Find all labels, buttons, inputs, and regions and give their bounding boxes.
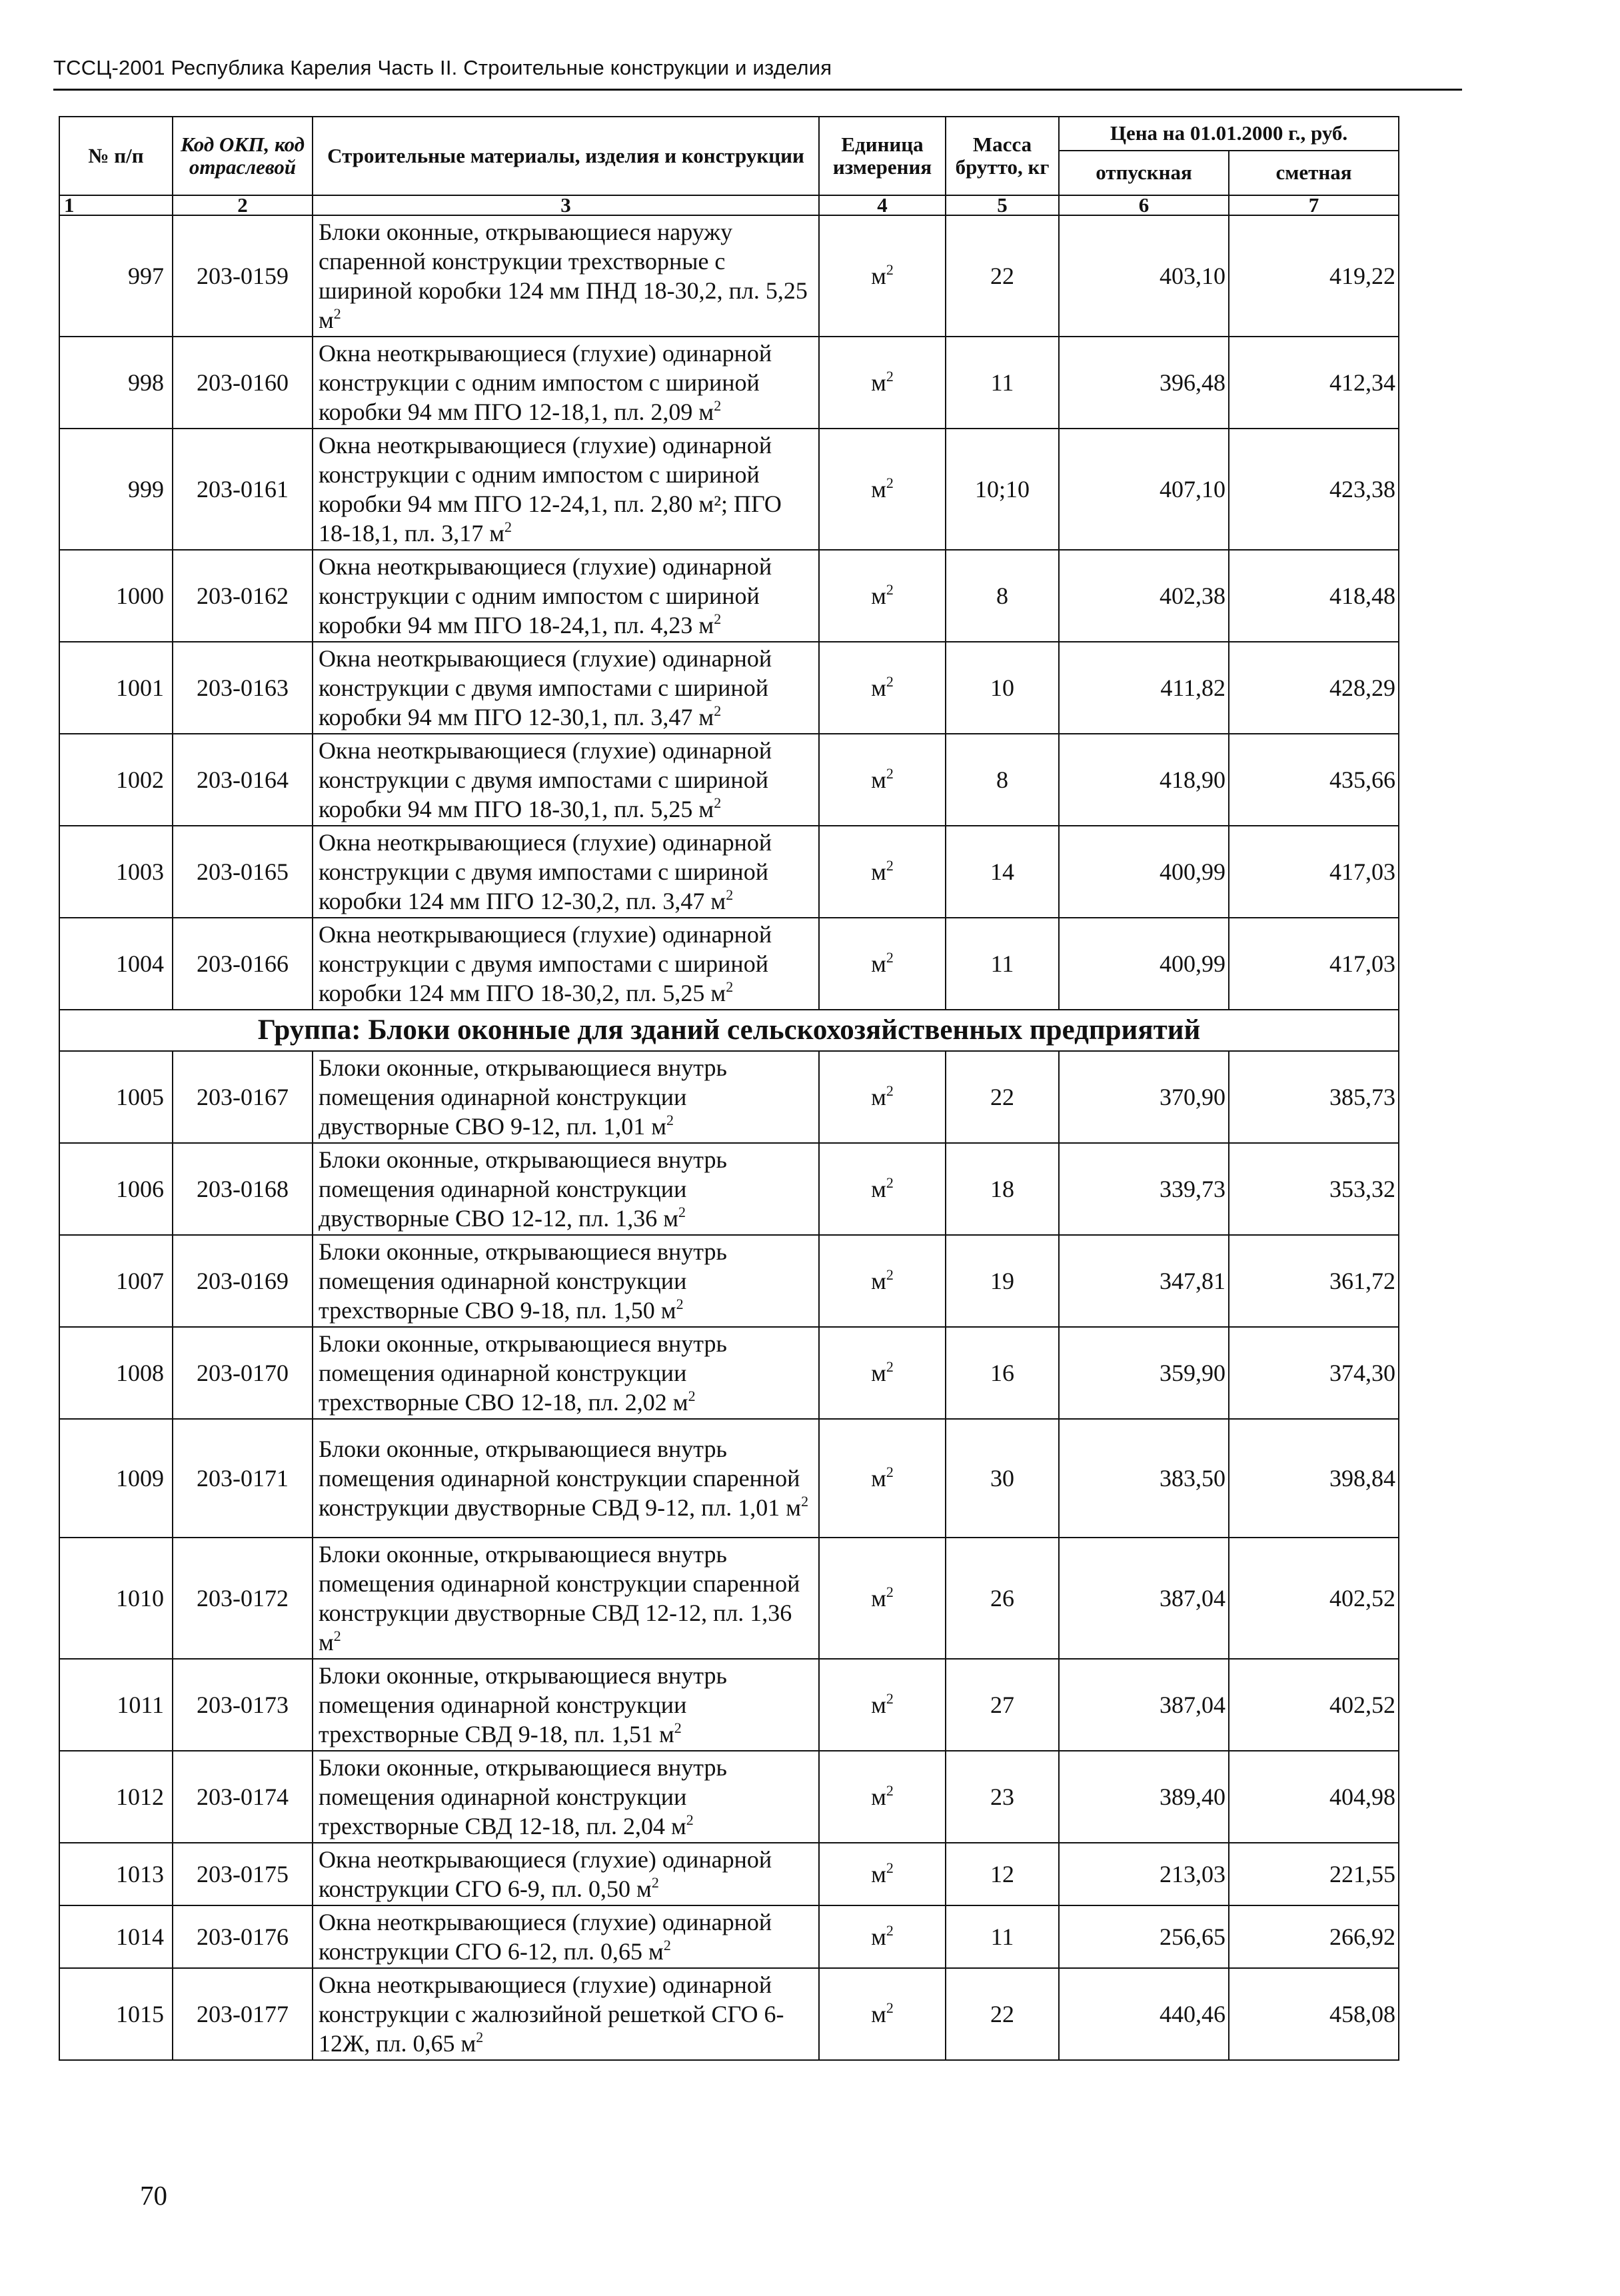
price-release: 383,50 xyxy=(1059,1419,1229,1538)
unit-of-measure xyxy=(819,734,946,826)
unit-base: м xyxy=(871,858,886,885)
description-superscript: 2 xyxy=(663,1937,671,1953)
unit-of-measure xyxy=(819,642,946,734)
gross-mass: 14 xyxy=(946,826,1059,918)
material-description xyxy=(313,550,819,642)
gross-mass: 11 xyxy=(946,1905,1059,1968)
gross-mass: 8 xyxy=(946,734,1059,826)
description-superscript: 2 xyxy=(676,1296,684,1312)
group-title: Группа: Блоки оконные для зданий сельскохозяйственных предприятий xyxy=(59,1010,1399,1051)
header-cell-price-release: отпускная xyxy=(1059,151,1229,195)
table-header-row xyxy=(59,117,1399,151)
unit-exponent: 2 xyxy=(886,1082,894,1099)
table-row xyxy=(59,1968,1399,2060)
gross-mass: 22 xyxy=(946,215,1059,337)
description-text: Блоки оконные, открывающиеся внутрь помещения одинарной конструкции трехстворные СВД 12-18, пл. 2,04 м xyxy=(319,1754,727,1839)
unit-of-measure xyxy=(819,1235,946,1327)
gross-mass: 22 xyxy=(946,1968,1059,2060)
row-number: 1012 xyxy=(59,1751,173,1843)
description-text: Окна неоткрывающиеся (глухие) одинарной конструкции с двумя импостами с шириной коробки 94 мм ПГО 18-30,1, пл. 5,25 м xyxy=(319,737,772,822)
table-row xyxy=(59,1143,1399,1235)
unit-of-measure xyxy=(819,1419,946,1538)
material-description xyxy=(313,1751,819,1843)
price-estimate: 418,48 xyxy=(1229,550,1399,642)
description-superscript: 2 xyxy=(801,1493,809,1510)
material-description xyxy=(313,1538,819,1659)
material-description xyxy=(313,215,819,337)
column-number-cell: 5 xyxy=(946,195,1059,215)
description-superscript: 2 xyxy=(714,702,722,719)
rows-after-group xyxy=(59,1051,1399,2060)
unit-of-measure xyxy=(819,1327,946,1419)
okp-code: 203-0159 xyxy=(173,215,313,337)
description-text: Окна неоткрывающиеся (глухие) одинарной конструкции с одним импостом с шириной коробки 94 мм ПГО 18-24,1, пл. 4,23 м xyxy=(319,553,772,638)
price-estimate: 417,03 xyxy=(1229,826,1399,918)
description-superscript: 2 xyxy=(651,1874,659,1891)
price-release: 396,48 xyxy=(1059,337,1229,429)
unit-exponent: 2 xyxy=(886,1584,894,1600)
material-description xyxy=(313,1235,819,1327)
description-superscript: 2 xyxy=(714,610,722,627)
okp-code: 203-0175 xyxy=(173,1843,313,1905)
unit-base: м xyxy=(871,1783,886,1810)
description-text: Блоки оконные, открывающиеся внутрь помещения одинарной конструкции спаренной конструкции двустворные СВД 12-12, пл. 1,36 м xyxy=(319,1541,800,1656)
unit-base: м xyxy=(871,1176,886,1202)
unit-base: м xyxy=(871,369,886,396)
rows-before-group xyxy=(59,215,1399,1010)
okp-code: 203-0170 xyxy=(173,1327,313,1419)
row-number: 1006 xyxy=(59,1143,173,1235)
unit-base: м xyxy=(871,674,886,701)
unit-exponent: 2 xyxy=(886,1690,894,1707)
okp-code: 203-0163 xyxy=(173,642,313,734)
okp-code: 203-0172 xyxy=(173,1538,313,1659)
row-number: 1008 xyxy=(59,1327,173,1419)
okp-code: 203-0177 xyxy=(173,1968,313,2060)
unit-exponent: 2 xyxy=(886,1358,894,1375)
unit-of-measure xyxy=(819,1968,946,2060)
table-row xyxy=(59,429,1399,550)
column-number-cell: 6 xyxy=(1059,195,1229,215)
row-number: 999 xyxy=(59,429,173,550)
unit-of-measure xyxy=(819,1751,946,1843)
price-estimate: 353,32 xyxy=(1229,1143,1399,1235)
price-estimate: 374,30 xyxy=(1229,1327,1399,1419)
unit-of-measure xyxy=(819,1051,946,1143)
unit-of-measure xyxy=(819,1659,946,1751)
description-text: Окна неоткрывающиеся (глухие) одинарной конструкции СГО 6-9, пл. 0,50 м xyxy=(319,1846,772,1902)
price-table xyxy=(59,116,1399,2061)
unit-base: м xyxy=(871,1585,886,1612)
price-estimate: 266,92 xyxy=(1229,1905,1399,1968)
description-text: Окна неоткрывающиеся (глухие) одинарной конструкции СГО 6-12, пл. 0,65 м xyxy=(319,1909,772,1965)
material-description xyxy=(313,1143,819,1235)
unit-exponent: 2 xyxy=(886,368,894,385)
unit-of-measure xyxy=(819,1143,946,1235)
description-superscript: 2 xyxy=(714,397,722,414)
row-number: 998 xyxy=(59,337,173,429)
price-estimate: 412,34 xyxy=(1229,337,1399,429)
column-number-cell: 3 xyxy=(313,195,819,215)
description-superscript: 2 xyxy=(333,305,341,322)
gross-mass: 19 xyxy=(946,1235,1059,1327)
unit-base: м xyxy=(871,1465,886,1492)
unit-base: м xyxy=(871,476,886,503)
price-release: 387,04 xyxy=(1059,1659,1229,1751)
gross-mass: 16 xyxy=(946,1327,1059,1419)
unit-exponent: 2 xyxy=(886,949,894,966)
material-description xyxy=(313,826,819,918)
row-number: 1014 xyxy=(59,1905,173,1968)
header-cell-price-estimate: сметная xyxy=(1229,151,1399,195)
okp-code: 203-0168 xyxy=(173,1143,313,1235)
description-superscript: 2 xyxy=(686,1811,694,1828)
description-text: Блоки оконные, открывающиеся наружу спаренной конструкции трехстворные с шириной коробки 124 мм ПНД 18-30,2, пл. 5,25 м xyxy=(319,219,808,333)
price-estimate: 423,38 xyxy=(1229,429,1399,550)
table-row xyxy=(59,215,1399,337)
header-cell-mass: Масса брутто, кг xyxy=(946,117,1059,195)
table-row xyxy=(59,550,1399,642)
row-number: 1011 xyxy=(59,1659,173,1751)
unit-base: м xyxy=(871,263,886,289)
row-number: 1009 xyxy=(59,1419,173,1538)
description-superscript: 2 xyxy=(333,1628,341,1644)
row-number: 1002 xyxy=(59,734,173,826)
description-superscript: 2 xyxy=(688,1388,696,1404)
price-release: 440,46 xyxy=(1059,1968,1229,2060)
page-number: 70 xyxy=(140,2180,167,2211)
group-row xyxy=(59,1010,1399,1051)
gross-mass: 18 xyxy=(946,1143,1059,1235)
row-number: 1003 xyxy=(59,826,173,918)
header-cell-unit: Единица измерения xyxy=(819,117,946,195)
okp-code: 203-0166 xyxy=(173,918,313,1010)
unit-of-measure xyxy=(819,1843,946,1905)
unit-of-measure xyxy=(819,918,946,1010)
table-row xyxy=(59,642,1399,734)
price-release: 387,04 xyxy=(1059,1538,1229,1659)
unit-base: м xyxy=(871,950,886,977)
column-number-row xyxy=(59,195,1399,215)
column-number-cell: 2 xyxy=(173,195,313,215)
price-estimate: 428,29 xyxy=(1229,642,1399,734)
table-row xyxy=(59,337,1399,429)
price-release: 418,90 xyxy=(1059,734,1229,826)
material-description xyxy=(313,1968,819,2060)
header-cell-number: № п/п xyxy=(59,117,173,195)
gross-mass: 10 xyxy=(946,642,1059,734)
unit-exponent: 2 xyxy=(886,1174,894,1191)
unit-of-measure xyxy=(819,1905,946,1968)
price-release: 370,90 xyxy=(1059,1051,1229,1143)
material-description xyxy=(313,1327,819,1419)
description-superscript: 2 xyxy=(666,1112,674,1128)
okp-code: 203-0169 xyxy=(173,1235,313,1327)
description-text: Блоки оконные, открывающиеся внутрь помещения одинарной конструкции трехстворные СВД 9-18, пл. 1,51 м xyxy=(319,1662,727,1747)
header-divider xyxy=(53,89,1462,91)
price-release: 400,99 xyxy=(1059,918,1229,1010)
description-text: Блоки оконные, открывающиеся внутрь помещения одинарной конструкции трехстворные СВО 12-18, пл. 2,02 м xyxy=(319,1330,727,1416)
price-estimate: 385,73 xyxy=(1229,1051,1399,1143)
unit-exponent: 2 xyxy=(886,1999,894,2016)
unit-base: м xyxy=(871,1360,886,1386)
unit-base: м xyxy=(871,582,886,609)
okp-code: 203-0164 xyxy=(173,734,313,826)
unit-of-measure xyxy=(819,1538,946,1659)
material-description xyxy=(313,1051,819,1143)
price-release: 256,65 xyxy=(1059,1905,1229,1968)
description-text: Окна неоткрывающиеся (глухие) одинарной конструкции с двумя импостами с шириной коробки 124 мм ПГО 18-30,2, пл. 5,25 м xyxy=(319,921,772,1006)
okp-code: 203-0171 xyxy=(173,1419,313,1538)
column-number-cell: 4 xyxy=(819,195,946,215)
unit-of-measure xyxy=(819,826,946,918)
material-description xyxy=(313,1659,819,1751)
table-row xyxy=(59,734,1399,826)
unit-exponent: 2 xyxy=(886,261,894,278)
unit-of-measure xyxy=(819,550,946,642)
unit-base: м xyxy=(871,1084,886,1110)
material-description xyxy=(313,429,819,550)
material-description xyxy=(313,734,819,826)
description-text: Блоки оконные, открывающиеся внутрь помещения одинарной конструкции двустворные СВО 9-12, пл. 1,01 м xyxy=(319,1054,727,1140)
description-superscript: 2 xyxy=(726,886,734,903)
price-estimate: 402,52 xyxy=(1229,1659,1399,1751)
unit-base: м xyxy=(871,1692,886,1718)
row-number: 1005 xyxy=(59,1051,173,1143)
material-description xyxy=(313,918,819,1010)
price-estimate: 404,98 xyxy=(1229,1751,1399,1843)
description-text: Окна неоткрывающиеся (глухие) одинарной конструкции с одним импостом с шириной коробки 94 мм ПГО 12-18,1, пл. 2,09 м xyxy=(319,340,772,425)
gross-mass: 11 xyxy=(946,337,1059,429)
unit-of-measure xyxy=(819,429,946,550)
unit-exponent: 2 xyxy=(886,673,894,690)
table-row xyxy=(59,1419,1399,1538)
price-release: 403,10 xyxy=(1059,215,1229,337)
header-cell-okp-code: Код ОКП, код отраслевой xyxy=(173,117,313,195)
header-cell-price-group: Цена на 01.01.2000 г., руб. xyxy=(1059,117,1399,151)
unit-of-measure xyxy=(819,215,946,337)
price-estimate: 435,66 xyxy=(1229,734,1399,826)
okp-code: 203-0161 xyxy=(173,429,313,550)
price-estimate: 221,55 xyxy=(1229,1843,1399,1905)
unit-exponent: 2 xyxy=(886,1859,894,1876)
unit-exponent: 2 xyxy=(886,581,894,598)
row-number: 1007 xyxy=(59,1235,173,1327)
price-release: 347,81 xyxy=(1059,1235,1229,1327)
gross-mass: 12 xyxy=(946,1843,1059,1905)
unit-of-measure xyxy=(819,337,946,429)
unit-exponent: 2 xyxy=(886,765,894,782)
price-estimate: 458,08 xyxy=(1229,1968,1399,2060)
gross-mass: 30 xyxy=(946,1419,1059,1538)
gross-mass: 8 xyxy=(946,550,1059,642)
okp-code: 203-0165 xyxy=(173,826,313,918)
okp-code: 203-0173 xyxy=(173,1659,313,1751)
header-cell-material: Строительные материалы, изделия и конструкции xyxy=(313,117,819,195)
row-number: 1001 xyxy=(59,642,173,734)
material-description xyxy=(313,337,819,429)
price-release: 359,90 xyxy=(1059,1327,1229,1419)
table-row xyxy=(59,1751,1399,1843)
unit-exponent: 2 xyxy=(886,1464,894,1480)
okp-code: 203-0176 xyxy=(173,1905,313,1968)
description-superscript: 2 xyxy=(674,1720,682,1736)
gross-mass: 23 xyxy=(946,1751,1059,1843)
row-number: 1015 xyxy=(59,1968,173,2060)
unit-exponent: 2 xyxy=(886,1266,894,1283)
description-text: Блоки оконные, открывающиеся внутрь помещения одинарной конструкции спаренной конструкции двустворные СВД 9-12, пл. 1,01 м xyxy=(319,1436,802,1521)
okp-code: 203-0160 xyxy=(173,337,313,429)
unit-exponent: 2 xyxy=(886,1782,894,1799)
description-superscript: 2 xyxy=(476,2029,484,2045)
price-estimate: 361,72 xyxy=(1229,1235,1399,1327)
unit-base: м xyxy=(871,1861,886,1887)
description-superscript: 2 xyxy=(726,978,734,995)
table-row xyxy=(59,826,1399,918)
row-number: 1013 xyxy=(59,1843,173,1905)
description-text: Блоки оконные, открывающиеся внутрь помещения одинарной конструкции трехстворные СВО 9-18, пл. 1,50 м xyxy=(319,1238,727,1324)
price-release: 389,40 xyxy=(1059,1751,1229,1843)
running-header: ТССЦ-2001 Республика Карелия Часть II. Строительные конструкции и изделия xyxy=(53,56,832,79)
price-estimate: 417,03 xyxy=(1229,918,1399,1010)
description-text: Окна неоткрывающиеся (глухие) одинарной конструкции с жалюзийной решеткой СГО 6-12Ж, пл. 0,65 м xyxy=(319,1971,784,2057)
description-superscript: 2 xyxy=(714,794,722,811)
row-number: 997 xyxy=(59,215,173,337)
unit-base: м xyxy=(871,1923,886,1950)
table-row xyxy=(59,1235,1399,1327)
okp-code: 203-0174 xyxy=(173,1751,313,1843)
unit-exponent: 2 xyxy=(886,857,894,874)
unit-exponent: 2 xyxy=(886,475,894,491)
description-text: Окна неоткрывающиеся (глухие) одинарной конструкции с двумя импостами с шириной коробки 124 мм ПГО 12-30,2, пл. 3,47 м xyxy=(319,829,772,914)
gross-mass: 27 xyxy=(946,1659,1059,1751)
okp-code: 203-0167 xyxy=(173,1051,313,1143)
table-row xyxy=(59,1327,1399,1419)
material-description xyxy=(313,642,819,734)
price-estimate: 398,84 xyxy=(1229,1419,1399,1538)
price-release: 411,82 xyxy=(1059,642,1229,734)
price-release: 339,73 xyxy=(1059,1143,1229,1235)
okp-code: 203-0162 xyxy=(173,550,313,642)
column-number-cell: 1 xyxy=(59,195,173,215)
row-number: 1000 xyxy=(59,550,173,642)
table-row xyxy=(59,1905,1399,1968)
material-description xyxy=(313,1419,819,1538)
unit-base: м xyxy=(871,2001,886,2027)
gross-mass: 26 xyxy=(946,1538,1059,1659)
description-text: Окна неоткрывающиеся (глухие) одинарной конструкции с одним импостом с шириной коробки 94 мм ПГО 12-24,1, пл. 2,80 м²; ПГО 18-18,1, пл. 3,17 м xyxy=(319,432,782,547)
gross-mass: 11 xyxy=(946,918,1059,1010)
description-superscript: 2 xyxy=(678,1204,686,1220)
unit-base: м xyxy=(871,1268,886,1294)
unit-base: м xyxy=(871,766,886,793)
unit-exponent: 2 xyxy=(886,1922,894,1939)
description-superscript: 2 xyxy=(504,519,512,535)
description-text: Окна неоткрывающиеся (глухие) одинарной конструкции с двумя импостами с шириной коробки 94 мм ПГО 12-30,1, пл. 3,47 м xyxy=(319,645,772,730)
price-release: 400,99 xyxy=(1059,826,1229,918)
gross-mass: 22 xyxy=(946,1051,1059,1143)
table-row xyxy=(59,1843,1399,1905)
material-description xyxy=(313,1843,819,1905)
price-release: 407,10 xyxy=(1059,429,1229,550)
description-text: Блоки оконные, открывающиеся внутрь помещения одинарной конструкции двустворные СВО 12-12, пл. 1,36 м xyxy=(319,1146,727,1232)
material-description xyxy=(313,1905,819,1968)
gross-mass: 10;10 xyxy=(946,429,1059,550)
table-row xyxy=(59,1659,1399,1751)
price-estimate: 402,52 xyxy=(1229,1538,1399,1659)
table-row xyxy=(59,1051,1399,1143)
table-row xyxy=(59,1538,1399,1659)
price-release: 402,38 xyxy=(1059,550,1229,642)
group-section xyxy=(59,1010,1399,1051)
price-estimate: 419,22 xyxy=(1229,215,1399,337)
table-row xyxy=(59,918,1399,1010)
price-release: 213,03 xyxy=(1059,1843,1229,1905)
column-number-cell: 7 xyxy=(1229,195,1399,215)
row-number: 1010 xyxy=(59,1538,173,1659)
row-number: 1004 xyxy=(59,918,173,1010)
